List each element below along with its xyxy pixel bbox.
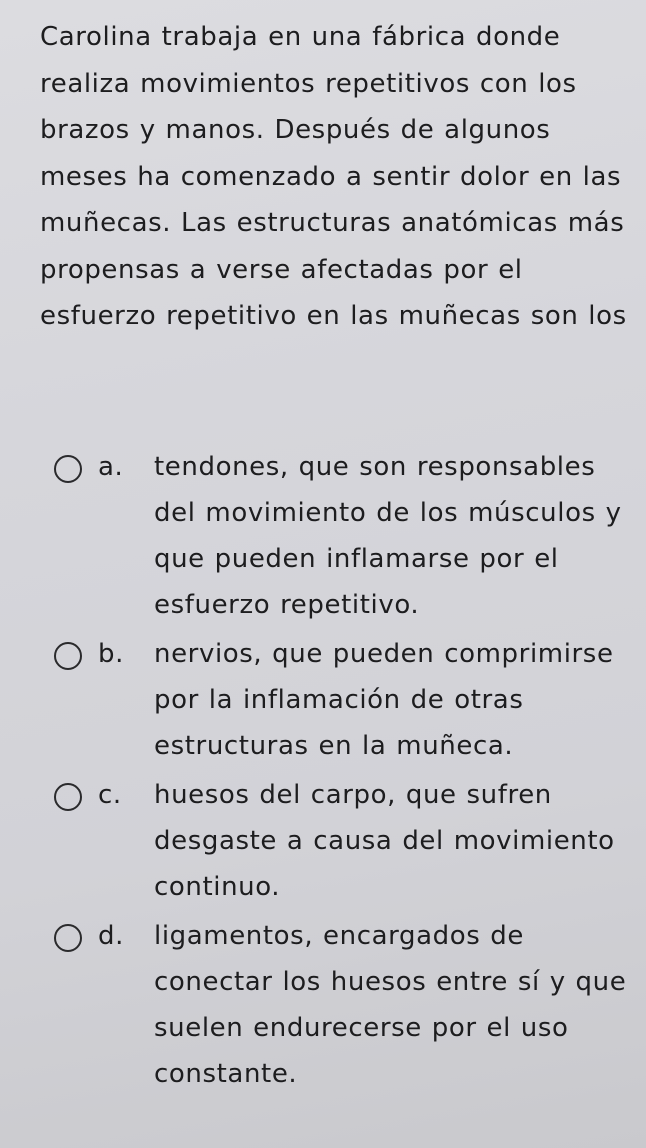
option-c[interactable] — [0, 772, 646, 910]
radio-button-a[interactable] — [54, 455, 82, 483]
option-d-text: ligamentos, encargados de conectar los huesos entre sí y que suelen endurecerse por el uso constante. — [154, 921, 627, 1089]
radio-button-c[interactable] — [54, 783, 82, 811]
radio-button-d[interactable] — [54, 924, 82, 952]
option-a-letter: a. — [98, 452, 124, 482]
question-text: Carolina trabaja en una fábrica donde realiza movimientos repetitivos con los brazos y manos. Después de algunos meses ha comenzado a sentir dolor en las muñecas. Las estructuras anatómicas más propensas a verse afectadas por el esfuerzo repetitivo en las muñecas son los — [40, 22, 627, 331]
option-a[interactable] — [0, 444, 646, 628]
option-b-text: nervios, que pueden comprimirse por la inflamación de otras estructuras en la muñeca. — [154, 639, 614, 761]
option-c-letter: c. — [98, 780, 122, 810]
option-c-text: huesos del carpo, que sufren desgaste a causa del movimiento continuo. — [154, 780, 615, 902]
option-b[interactable] — [0, 631, 646, 769]
radio-button-b[interactable] — [54, 642, 82, 670]
option-a-text: tendones, que son responsables del movimiento de los músculos y que pueden inflamarse por el esfuerzo repetitivo. — [154, 452, 622, 620]
option-d-letter: d. — [98, 921, 124, 951]
option-b-letter: b. — [98, 639, 124, 669]
answer-options — [0, 444, 646, 1097]
option-d[interactable] — [0, 913, 646, 1097]
